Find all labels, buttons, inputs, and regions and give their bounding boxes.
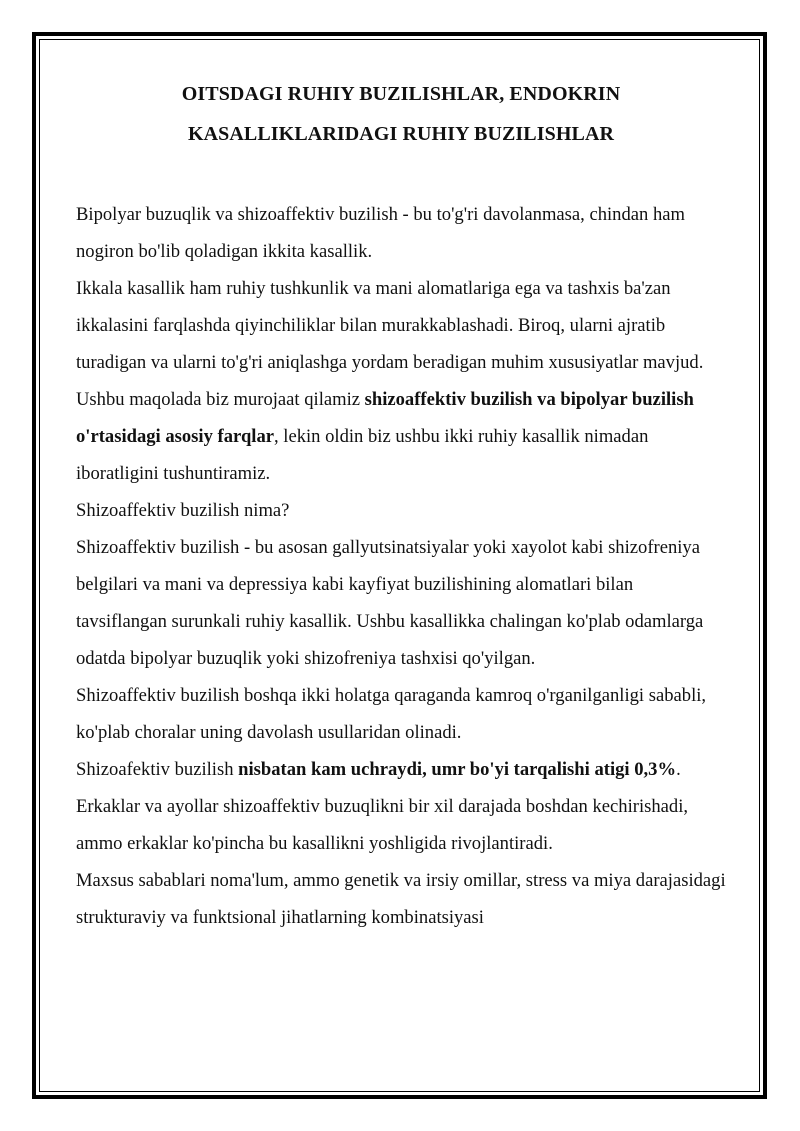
paragraph-symptoms: Ikkala kasallik ham ruhiy tushkunlik va mani alomatlariga ega va tashxis ba'zan ikkalasini farqlashda qiyinchiliklar bilan murakkablashadi. Biroq, ularni ajratib turadigan va ularni to'g'ri aniqlashga yordam beradigan muhim xususiyatlar mavjud. (76, 278, 704, 373)
section-question-heading: Shizoaffektiv buzilish nima? (76, 500, 290, 521)
document-body (76, 196, 726, 936)
paragraph-definition: Shizoaffektiv buzilish - bu asosan gallyutsinatsiyalar yoki xayolot kabi shizofreniya belgilari va mani va depressiya kabi kayfiyat buzilishining alomatlari bilan tavsiflangan surunkali ruhiy kasallik. Ushbu kasallikka chalingan ko'plab odamlarga odatda bipolyar buzuqlik yoki shizofreniya tashxisi qo'yilgan. (76, 537, 704, 669)
paragraph-article-scope-highlight: shizoaffektiv buzilish va bipolyar buzilish o'rtasidagi asosiy farqlar (76, 389, 694, 447)
title-line-2: KASALLIKLARIDAGI RUHIY BUZILISHLAR (187, 123, 615, 145)
paragraph-article-scope-text-end: , lekin oldin biz ushbu ikki ruhiy kasallik nimadan iboratligini tushuntiramiz. (76, 426, 649, 484)
title-line-1: OITSDAGI RUHIY BUZILISHLAR, ENDOKRIN (181, 83, 621, 105)
paragraph-article-scope (76, 381, 726, 492)
paragraph-prevalence-text-end: . Erkaklar va ayollar shizoaffektiv buzuqlikni bir xil darajada boshdan kechirishadi, ammo erkaklar ko'pincha bu kasallikni yoshligida rivojlantiradi. (76, 759, 689, 854)
document-page (76, 74, 726, 936)
paragraph-causes: Maxsus sabablari noma'lum, ammo genetik va irsiy omillar, stress va miya darajasidagi strukturaviy va funktsional jihatlarning kombinatsiyasi (76, 870, 726, 928)
paragraph-prevalence-highlight: nisbatan kam uchraydi, umr bo'yi tarqalishi atigi 0,3% (238, 759, 677, 780)
paragraph-research: Shizoaffektiv buzilish boshqa ikki holatga qaraganda kamroq o'rganilganligi sababli, ko'plab choralar uning davolash usullaridan olinadi. (76, 685, 707, 743)
paragraph-prevalence (76, 751, 726, 862)
paragraph-intro: Bipolyar buzuqlik va shizoaffektiv buzilish - bu to'g'ri davolanmasa, chindan ham nogiron bo'lib qoladigan ikkita kasallik. (76, 204, 685, 262)
document-title (76, 74, 726, 154)
paragraph-prevalence-text-start: Shizoafektiv buzilish (76, 759, 239, 780)
paragraph-article-scope-text-start: Ushbu maqolada biz murojaat qilamiz (76, 389, 365, 410)
